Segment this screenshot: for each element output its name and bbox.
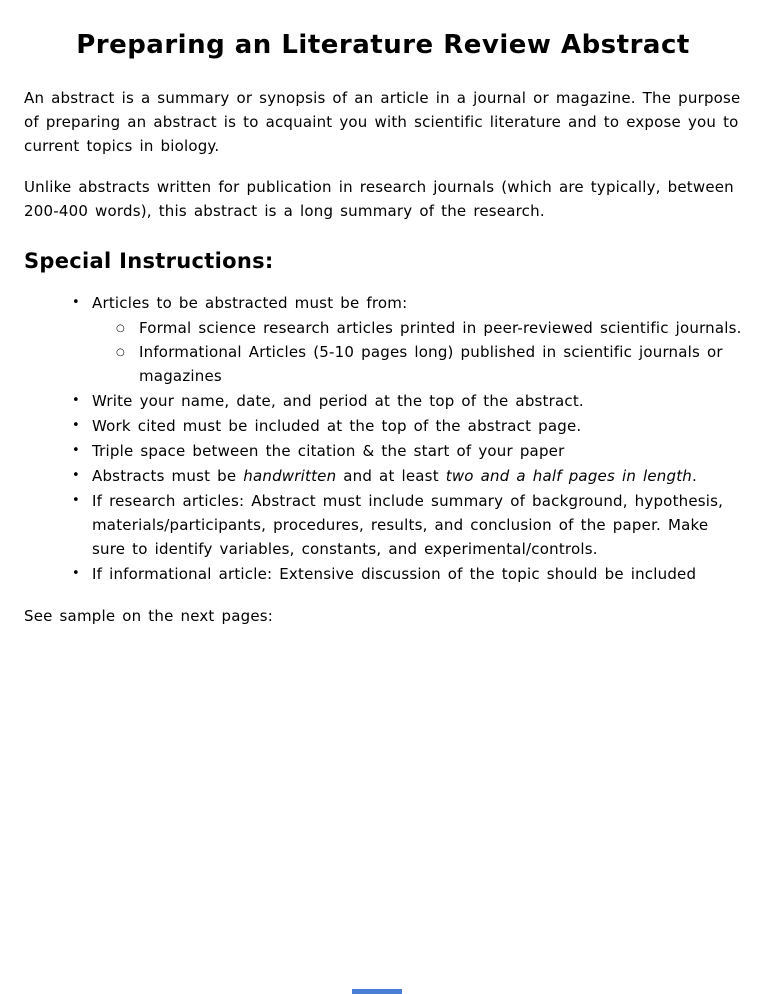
intro-paragraph-2: Unlike abstracts written for publication in research journals (which are typically, between 200-400 words), this abstract is a long summary of the research. [24,178,734,220]
list-item-text: Triple space between the citation & the start of your paper [92,442,565,460]
list-item-text: Articles to be abstracted must be from: [92,294,408,312]
list-item-text-italic: two and a half pages in length [445,467,693,485]
list-item-sources [70,291,742,388]
list-item-text: Work cited must be included at the top of the abstract page. [92,417,582,435]
list-item-text: Formal science research articles printed in peer-reviewed scientific journals. [139,319,742,337]
list-item-triple-space [70,439,742,463]
list-item-handwritten-length [70,464,742,488]
list-item-text-italic: handwritten [243,467,337,485]
page-title: Preparing an Literature Review Abstract [76,30,690,60]
instructions-list [24,291,742,586]
list-item-text: If informational article: Extensive discussion of the topic should be included [92,565,697,583]
list-item-text: Informational Articles (5-10 pages long) published in scientific journals or magazines [139,343,723,385]
intro-paragraph-1: An abstract is a summary or synopsis of an article in a journal or magazine. The purpose of preparing an abstract is to acquaint you with scientific literature and to expose you to current topics in biology. [24,89,741,155]
list-item-text: If research articles: Abstract must include summary of background, hypothesis, materials/participants, procedures, results, and conclusion of the paper. Make sure to identify variables, constants, and experimental/controls. [92,492,724,558]
list-item-informational-articles [114,340,742,388]
list-item-research-articles [70,489,742,561]
sources-sublist [92,316,742,388]
list-item-text: Abstracts must be [92,467,244,485]
list-item-work-cited [70,414,742,438]
list-item-text: . [692,467,697,485]
section-heading-special-instructions: Special Instructions: [24,249,274,273]
list-item-text: Write your name, date, and period at the top of the abstract. [92,392,584,410]
list-item-name-date-period [70,389,742,413]
list-item-informational-article [70,562,742,586]
list-item-formal-articles [114,316,742,340]
list-item-text: and at least [336,467,446,485]
closing-line: See sample on the next pages: [24,607,274,625]
page-edge-marker [352,989,402,994]
